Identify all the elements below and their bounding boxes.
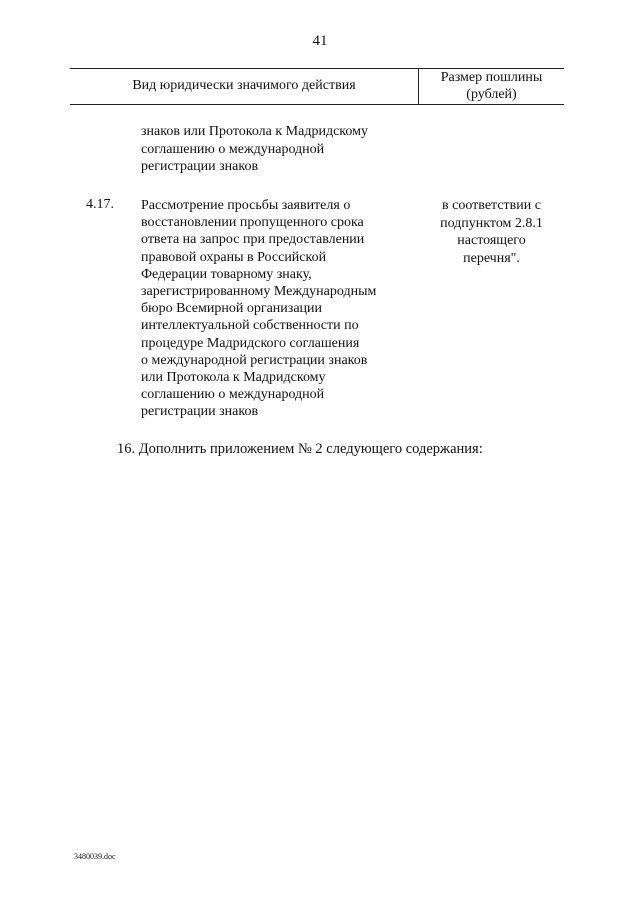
body-paragraph: 16. Дополнить приложением № 2 следующего содержания: [117,441,483,457]
row-fee [419,197,564,267]
column-header-action: Вид юридически значимого действия [132,78,356,93]
row-number: 4.17. [86,197,114,212]
text-line: интеллектуальной собственности по [141,318,359,334]
continued-row-text [141,123,411,176]
column-header-fee [419,69,564,103]
text-line: бюро Всемирной организации [141,301,323,317]
page-number: 41 [312,33,328,49]
text-line: регистрации знаков [141,159,259,174]
fee-line: перечня". [463,250,520,266]
text-line: соглашению о международной [141,141,325,157]
text-line: Федерации товарному знаку, [141,266,312,282]
text-line: регистрации знаков [141,404,259,420]
column-header-fee-line: Размер пошлины [440,70,543,85]
text-line: ответа на запрос при предоставлении [141,232,365,248]
text-line: знаков или Протокола к Мадридскому [141,124,368,139]
row-description [141,197,411,421]
fee-line: в соответствии с [442,198,541,213]
table-header-bottom-rule [70,104,564,105]
text-line: правовой охраны в Российской [141,249,327,265]
text-line: о международной регистрации знаков [141,352,368,368]
text-line: Рассмотрение просьбы заявителя о [141,198,351,213]
column-header-fee-line: (рублей) [466,87,517,102]
text-line: процедуре Мадридского соглашения [141,335,360,351]
text-line: зарегистрированному Международным [141,284,377,300]
text-line: соглашению о международной [141,387,325,403]
fee-line: настоящего [457,233,526,248]
footer-document-code: 3480039.doc [74,852,116,861]
text-line: или Протокола к Мадридскому [141,370,326,386]
fee-line: подпунктом 2.8.1 [440,215,543,231]
text-line: восстановлении пропущенного срока [141,215,364,231]
